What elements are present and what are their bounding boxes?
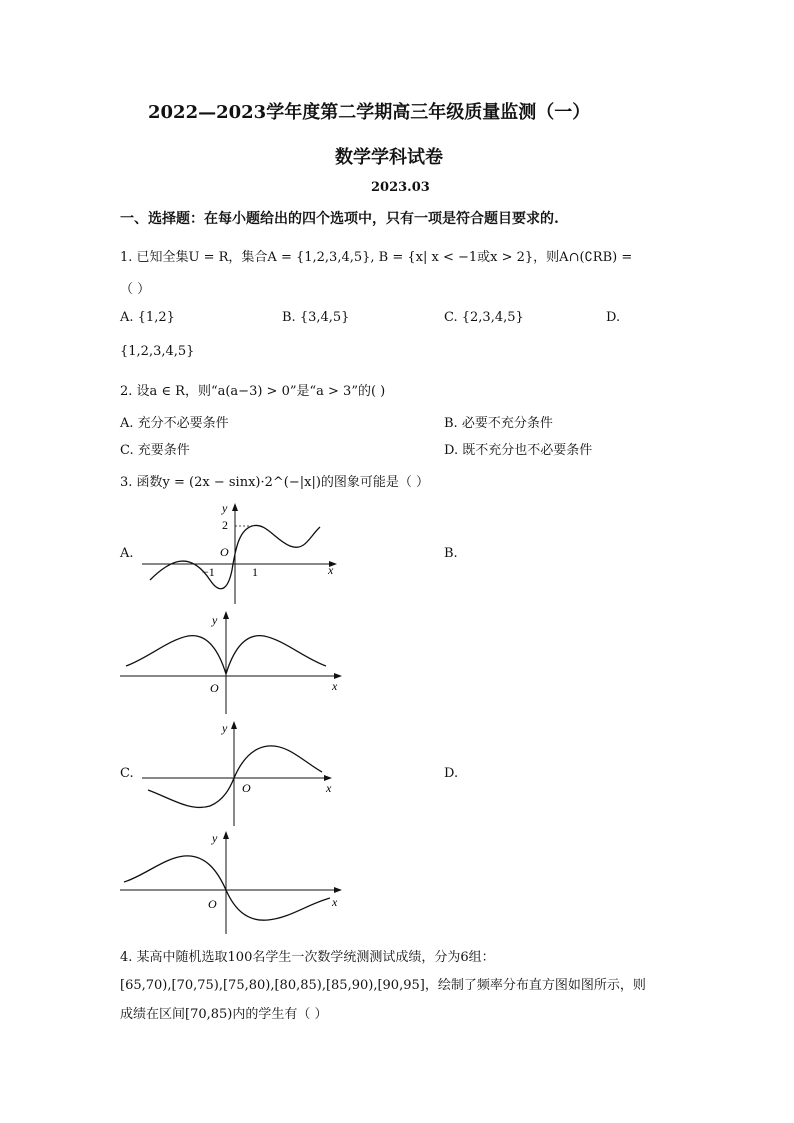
graph-b-x-label: x	[332, 679, 338, 693]
question-4-line1: 4. 某高中随机选取100名学生一次数学统测测试成绩，分为6组：	[120, 950, 495, 965]
q1-option-c: C. {2,3,4,5}	[444, 310, 524, 325]
q2-option-c: C. 充要条件	[120, 443, 190, 458]
question-1-blank: （ ）	[120, 282, 151, 297]
q3-option-c-label: C.	[120, 766, 134, 781]
graph-a-y-tick-2: 2	[222, 518, 228, 532]
q1-option-a: A. {1,2}	[120, 310, 175, 325]
graph-c	[140, 718, 340, 828]
graph-d-origin: O	[208, 897, 217, 911]
graph-d-y-label: y	[212, 831, 218, 845]
graph-a-x-label: x	[328, 563, 334, 577]
q1-option-b: B. {3,4,5}	[282, 310, 350, 325]
exam-title: 2022—2023学年度第二学期高三年级质量监测（一）	[148, 102, 591, 123]
exam-subtitle: 数学学科试卷	[335, 147, 443, 168]
graph-c-x-label: x	[326, 781, 332, 795]
graph-d-y-arrow	[223, 831, 229, 839]
graph-c-curve	[148, 746, 322, 808]
graph-c-origin: O	[242, 781, 251, 795]
graph-d	[118, 828, 348, 936]
graph-b-y-arrow	[223, 611, 229, 619]
question-4-line3: 成绩在区间[70,85)内的学生有（ ）	[120, 1007, 328, 1022]
graph-a-y-arrow	[232, 503, 238, 511]
graph-d-curve	[124, 856, 330, 920]
graph-d-x-label: x	[332, 895, 338, 909]
question-4-line2: [65,70),[70,75),[75,80),[80,85),[85,90),[90,95]，绘制了频率分布直方图如图所示，则	[120, 978, 646, 993]
graph-a-x-pos: 1	[252, 565, 258, 579]
q3-option-b-label: B.	[444, 546, 458, 561]
q1-option-d: D.	[606, 310, 621, 325]
graph-d-x-arrow	[334, 887, 342, 893]
q3-option-a-label: A.	[120, 546, 134, 561]
q1-option-d-value: {1,2,3,4,5}	[120, 344, 195, 359]
section-heading: 一、选择题：在每小题给出的四个选项中，只有一项是符合题目要求的.	[120, 211, 559, 227]
graph-a-y-label: y	[222, 501, 228, 515]
q2-option-d: D. 既不充分也不必要条件	[444, 443, 593, 458]
graph-a-origin: O	[220, 545, 229, 559]
question-2-text: 2. 设a ∈ R，则“a(a−3) > 0”是“a > 3”的( )	[120, 384, 386, 399]
graph-a-x-neg: −1	[202, 565, 215, 579]
graph-c-y-label: y	[222, 721, 228, 735]
q2-option-a: A. 充分不必要条件	[120, 416, 229, 431]
graph-b-y-label: y	[212, 613, 218, 627]
q3-option-d-label: D.	[444, 766, 459, 781]
graph-c-y-arrow	[231, 721, 237, 729]
graph-b	[118, 608, 348, 716]
exam-date: 2023.03	[371, 180, 430, 195]
question-3-text: 3. 函数y = (2x − sinx)·2^(−|x|)的图象可能是（ ）	[120, 475, 430, 490]
q2-option-b: B. 必要不充分条件	[444, 416, 553, 431]
question-1-text: 1. 已知全集U = R，集合A = {1,2,3,4,5}, B = {x| x < −1或x > 2}，则A∩(∁RB) =	[120, 250, 633, 265]
graph-b-origin: O	[210, 681, 219, 695]
graph-a	[140, 500, 340, 606]
